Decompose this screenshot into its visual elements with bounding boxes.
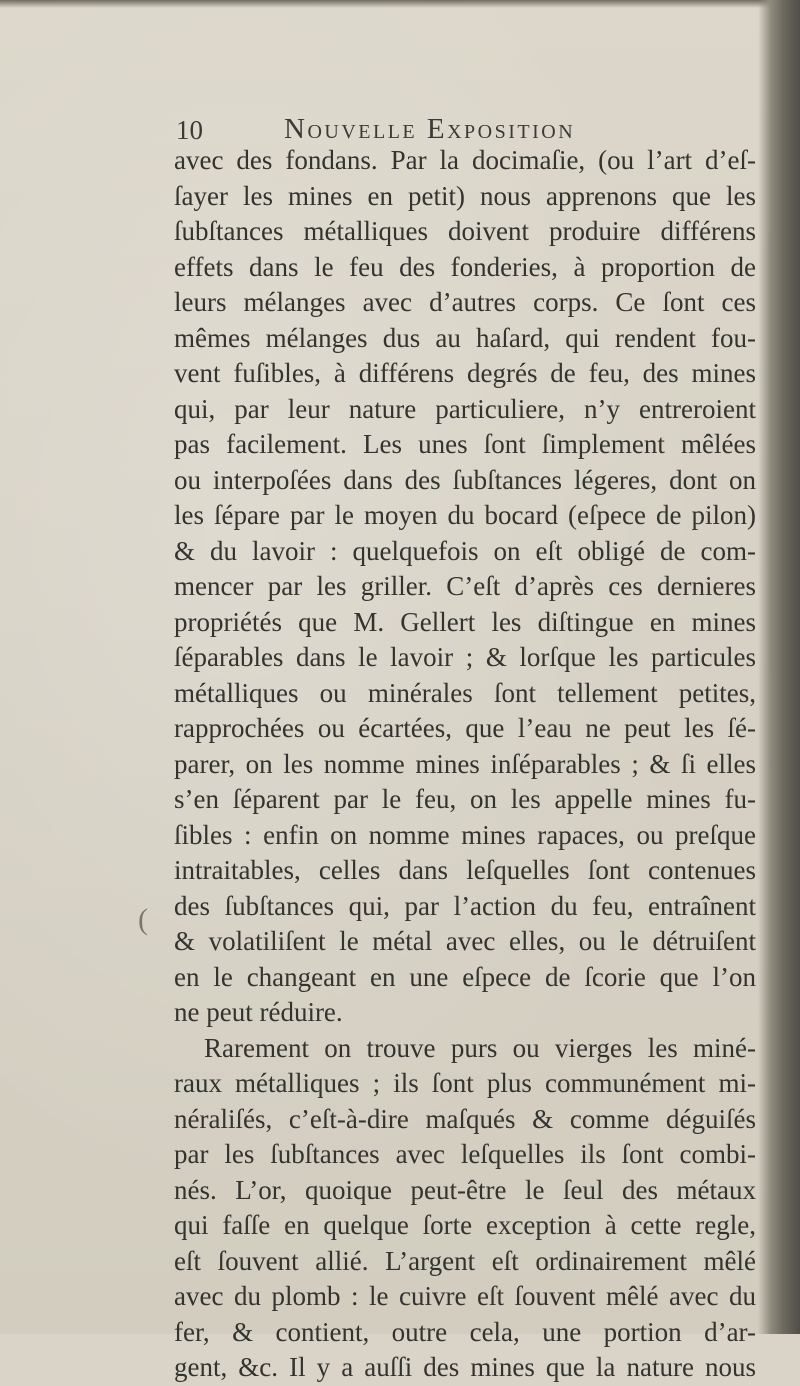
text-line: qui, par leur nature particuliere, n’y entreroient (174, 393, 756, 424)
body-text (174, 143, 756, 1386)
text-line: métalliques ou minérales ſont tellement petites, (174, 677, 756, 708)
text-line: par les ſubſtances avec leſquelles ils ſont combi- (174, 1139, 756, 1169)
text-line: les ſépare par le moyen du bocard (eſpece de pilon) (174, 500, 756, 530)
text-line: ſibles : enfin on nomme mines rapaces, ou preſque (174, 819, 756, 850)
text-line-paragraph-end: ne peut réduire. (174, 997, 343, 1027)
text-line: s’en ſéparent par le feu, on les appelle mines fu- (174, 784, 756, 814)
text-line: rapprochées ou écartées, que l’eau ne peut les ſé- (174, 713, 756, 743)
text-line: raux métalliques ; ils ſont plus communément mi- (174, 1068, 756, 1098)
text-line: parer, on les nomme mines inſéparables ; & ſi elles (174, 748, 756, 779)
margin-mark: ( (138, 903, 148, 936)
text-line: néraliſés, c’eſt-à-dire maſqués & comme déguiſés (174, 1103, 756, 1134)
text-line: eſt ſouvent allié. L’argent eſt ordinairement mêlé (174, 1245, 756, 1276)
text-line: & volatiliſent le métal avec elles, ou le détruiſent (174, 926, 756, 956)
text-line-paragraph-start: Rarement on trouve purs ou vierges les miné- (204, 1032, 756, 1063)
text-line: mêmes mélanges dus au haſard, qui rendent fou- (174, 322, 756, 353)
text-line: & du lavoir : quelquefois on eſt obligé de com- (174, 535, 756, 566)
text-line: ſubſtances métalliques doivent produire différens (174, 216, 756, 246)
text-line: nés. L’or, quoique peut-être le ſeul des métaux (174, 1174, 756, 1205)
page-number: 10 (176, 115, 203, 145)
running-head: Nouvelle Exposition (284, 113, 576, 145)
text-line: ſéparables dans le lavoir ; & lorſque les particules (174, 642, 756, 672)
page-edge-shadow (758, 0, 800, 1334)
text-line: leurs mélanges avec d’autres corps. Ce ſont ces (174, 287, 756, 317)
text-line: avec du plomb : le cuivre eſt ſouvent mêlé avec du (174, 1281, 756, 1311)
page-top-shadow (0, 0, 800, 8)
text-line: avec des fondans. Par la docimaſie, (ou l’art d’eſ- (174, 145, 756, 175)
text-line: vent fuſibles, à différens degrés de feu, des mines (174, 358, 756, 388)
text-line: gent, &c. Il y a auſſi des mines que la nature nous (174, 1352, 756, 1382)
text-line: ou interpoſées dans des ſubſtances légeres, dont on (174, 464, 756, 495)
text-line: qui faſſe en quelque ſorte exception à cette regle, (174, 1210, 756, 1240)
text-line: des ſubſtances qui, par l’action du feu, entraînent (174, 890, 756, 921)
text-line: fer, & contient, outre cela, une portion d’ar- (174, 1316, 756, 1347)
text-line: pas facilement. Les unes ſont ſimplement mêlées (174, 429, 756, 459)
text-line: effets dans le feu des fonderies, à proportion de (174, 251, 756, 282)
text-line: ſayer les mines en petit) nous apprenons que les (174, 180, 756, 211)
text-line: mencer par les griller. C’eſt d’après ces dernieres (174, 571, 756, 601)
text-line: en le changeant en une eſpece de ſcorie que l’on (174, 961, 756, 992)
text-line: intraitables, celles dans leſquelles ſont contenues (174, 855, 756, 885)
text-line: propriétés que M. Gellert les diſtingue en mines (174, 606, 756, 637)
